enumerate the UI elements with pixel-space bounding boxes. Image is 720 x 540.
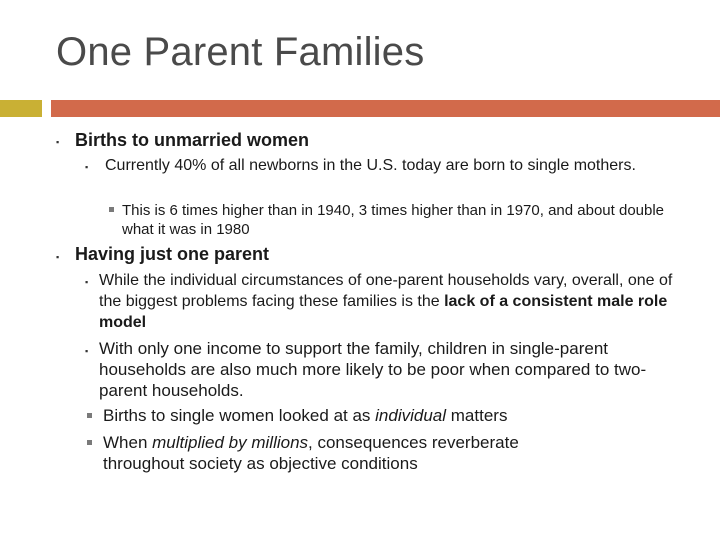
text-run-italic: multiplied by millions (152, 433, 309, 452)
bullet-text: Having just one parent (75, 244, 270, 264)
text-run: When (103, 433, 153, 452)
bullet-text: With only one income to support the family, children in single-parent households are also much more likely to be poor when compared to two-parent households. (99, 339, 647, 400)
bullet-marker: ▪ (85, 346, 89, 356)
bullet-text: This is 6 times higher than in 1940, 3 times higher than in 1970, and about double what it was in 1980 (122, 202, 665, 238)
bullet-square (87, 413, 92, 418)
bullet-text (103, 405, 673, 426)
bullet-text (103, 432, 603, 474)
text-run-italic: individual (375, 406, 447, 425)
text-run-bold: lack of a consistent male role model (99, 293, 668, 331)
bullet-marker: ▪ (85, 277, 89, 287)
bullet-text: Births to unmarried women (75, 130, 310, 150)
bullet-text (99, 270, 684, 333)
text-run: Births to single women looked at as (103, 406, 376, 425)
bullet-marker: ▪ (85, 162, 89, 172)
bullet-square (109, 207, 114, 212)
bullet-square (87, 440, 92, 445)
text-run: While the individual circumstances of one-parent households vary, overall, one of the biggest problems facing these families is the (99, 272, 673, 310)
bullet-marker: ▪ (56, 137, 60, 147)
bullet-text: Currently 40% of all newborns in the U.S. today are born to single mothers. (105, 157, 636, 174)
slide-title: One Parent Families (56, 30, 425, 74)
bullet-marker: ▪ (56, 252, 60, 262)
text-run: , consequences reverberate throughout society as objective conditions (103, 433, 519, 473)
text-run: matters (446, 406, 508, 425)
